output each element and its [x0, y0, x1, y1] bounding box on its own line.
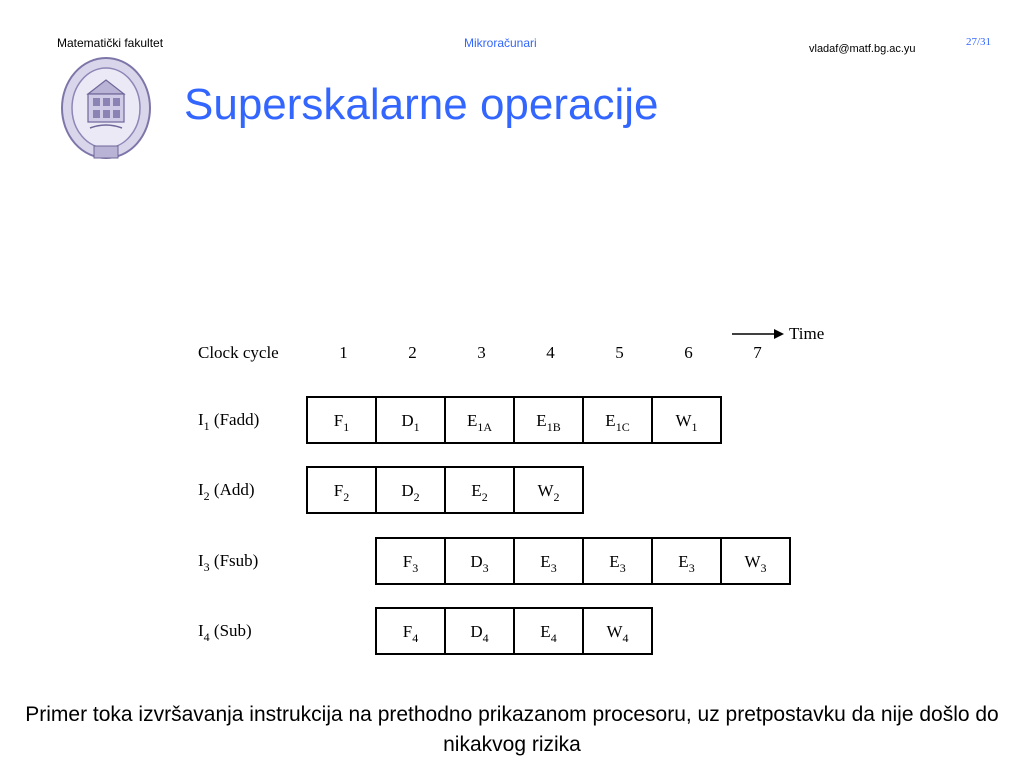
stage-label: $E_{1B}$ — [536, 411, 561, 434]
stage-label: $D_3$ — [470, 552, 489, 575]
cycle-label-6: 6 — [684, 343, 693, 362]
instruction-label: $I_2$ (Add) — [198, 480, 255, 503]
time-label: Time — [789, 324, 825, 343]
stage-label: $D_4$ — [470, 622, 489, 645]
instruction-row — [198, 538, 790, 584]
stage-label: $W_1$ — [675, 411, 698, 434]
cycle-label-1: 1 — [339, 343, 348, 362]
stage-label: $E_3$ — [678, 552, 695, 575]
header-course: Mikroračunari — [464, 36, 537, 50]
stage-label: $E_{1A}$ — [466, 411, 493, 434]
stage-label: $W_3$ — [744, 552, 767, 575]
header-faculty: Matematički fakultet — [57, 36, 164, 50]
time-arrow — [732, 329, 784, 339]
stage-label: $F_4$ — [402, 622, 419, 645]
stage-label: $F_3$ — [402, 552, 419, 575]
stage-label: $F_2$ — [333, 481, 350, 504]
instruction-label: $I_3$ (Fsub) — [198, 551, 259, 574]
stage-label: $D_1$ — [401, 411, 420, 434]
pipeline-diagram — [190, 318, 850, 673]
instruction-label: $I_1$ (Fadd) — [198, 410, 260, 433]
stage-label: $E_3$ — [540, 552, 557, 575]
cycle-label-2: 2 — [408, 343, 417, 362]
stage-label: $D_2$ — [401, 481, 420, 504]
cycle-label-4: 4 — [546, 343, 555, 362]
instruction-row — [198, 467, 583, 513]
stage-label: $E_4$ — [540, 622, 557, 645]
stage-label: $E_2$ — [471, 481, 488, 504]
slide-title: Superskalarne operacije — [184, 80, 659, 129]
cycle-label-5: 5 — [615, 343, 624, 362]
cycle-label-7: 7 — [753, 343, 762, 362]
cycle-label-3: 3 — [477, 343, 486, 362]
page-number: 27/31 — [966, 36, 992, 48]
university-seal-logo — [58, 54, 154, 171]
stage-label: $E_3$ — [609, 552, 626, 575]
instruction-row — [198, 608, 652, 654]
stage-label: $F_1$ — [333, 411, 350, 434]
stage-label: $W_4$ — [606, 622, 629, 645]
instruction-label: $I_4$ (Sub) — [198, 621, 252, 644]
caption: Primer toka izvršavanja instrukcija na prethodno prikazanom procesoru, uz pretpostavku da nije došlo do nikakvog rizika — [25, 703, 999, 756]
instruction-row — [198, 397, 721, 443]
header-email: vladaf@matf.bg.ac.yu — [809, 43, 916, 55]
clock-cycle-label: Clock cycle — [198, 343, 279, 362]
stage-label: $E_{1C}$ — [605, 411, 630, 434]
stage-label: $W_2$ — [537, 481, 560, 504]
